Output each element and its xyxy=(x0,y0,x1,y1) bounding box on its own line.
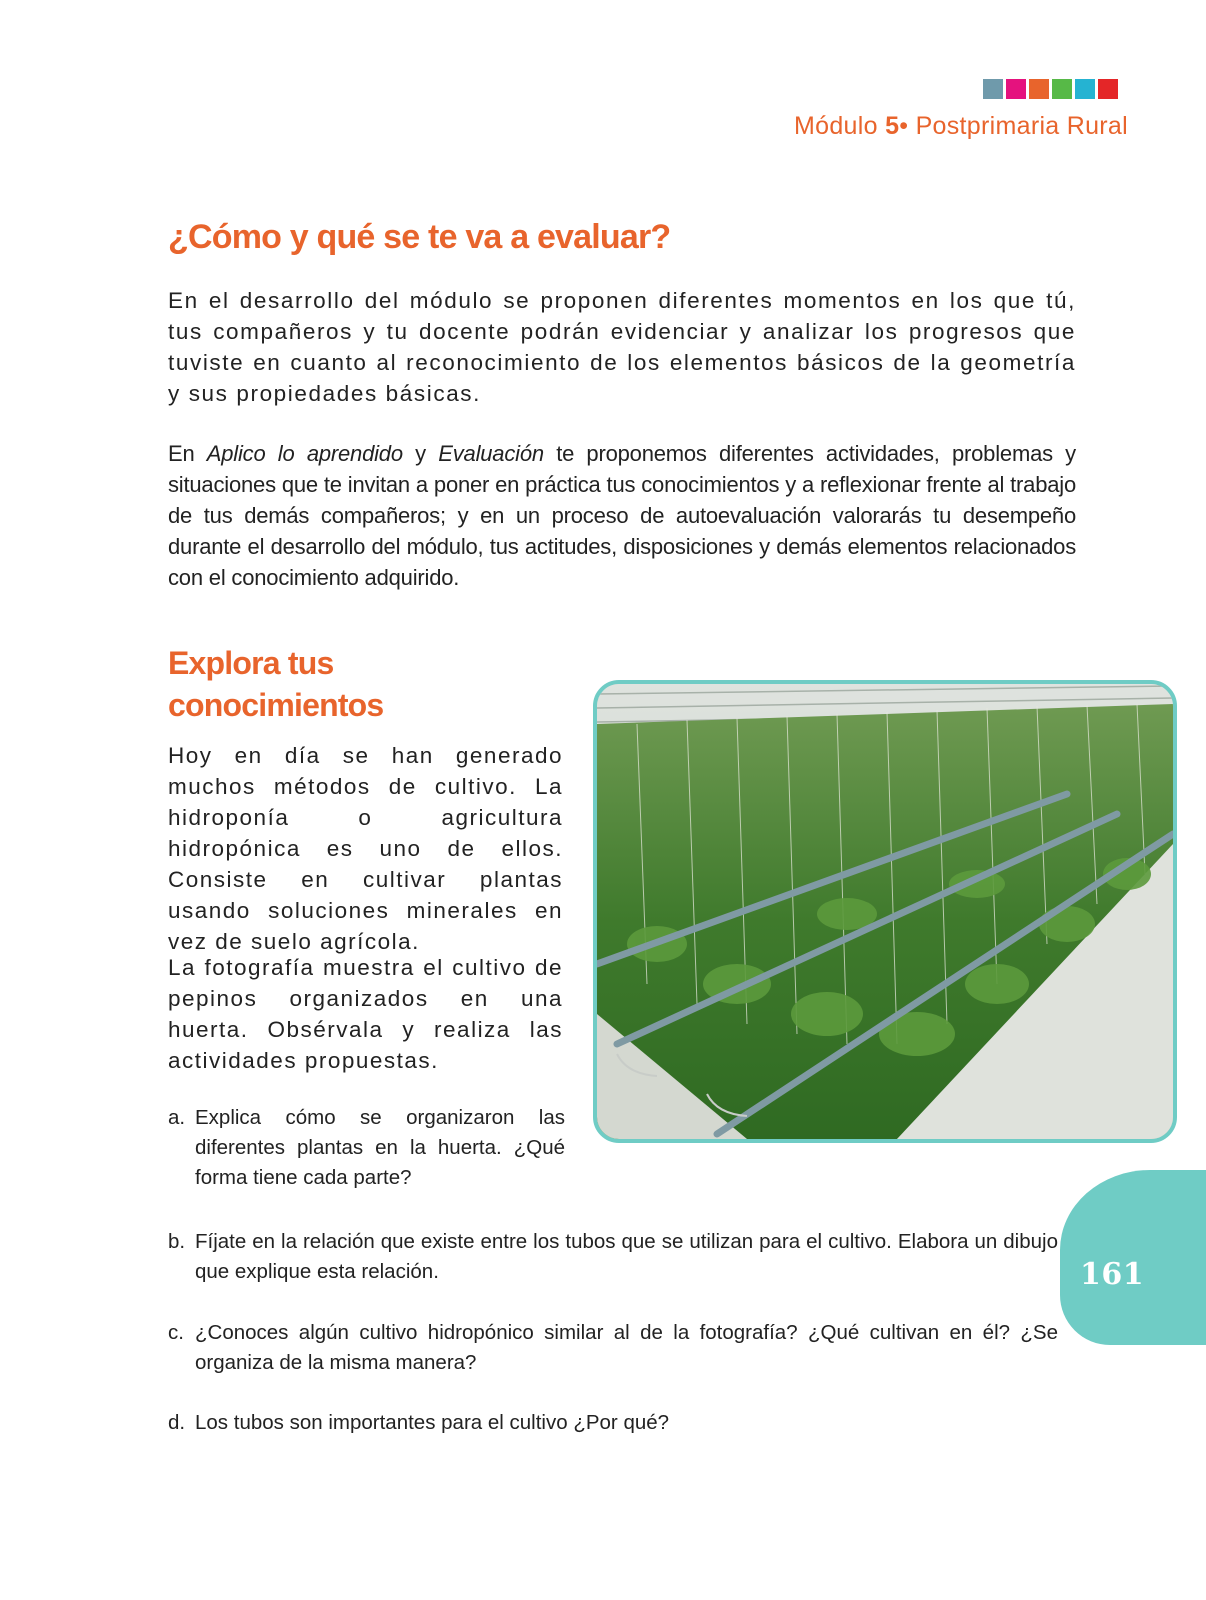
module-color-bar xyxy=(983,79,1118,99)
activity-letter: d. xyxy=(168,1411,186,1434)
activity-text: Los tubos son importantes para el cultivo ¿Por qué? xyxy=(195,1411,670,1434)
evaluation-paragraph-1: En el desarrollo del módulo se proponen diferentes momentos en los que tú, tus compañeros y tu docente podrán evidenciar y analizar los progresos que tuviste en cuanto al reconocimiento de los elementos básicos de la geometría y sus propiedades básicas. xyxy=(168,288,1076,406)
explore-paragraph-1: Hoy en día se han generado muchos métodos de cultivo. La hidroponía o agricultura hidropónica es uno de ellos. Consiste en cultivar plantas usando soluciones minerales en vez de suelo agrícola. xyxy=(168,743,563,954)
module-suffix: • Postprimaria Rural xyxy=(899,112,1128,140)
activity-b xyxy=(168,1227,1058,1287)
explore-heading-line2: conocimientos xyxy=(168,687,384,723)
color-square-red xyxy=(1098,79,1118,99)
para2-mid: y xyxy=(402,441,439,466)
module-prefix: Módulo xyxy=(794,112,886,140)
module-number: 5 xyxy=(885,112,900,140)
activity-d xyxy=(168,1408,1058,1438)
activity-letter: b. xyxy=(168,1230,186,1253)
activity-c xyxy=(168,1318,1058,1378)
explore-heading xyxy=(168,642,468,726)
activity-text: Explica cómo se organizaron las diferentes plantas en la huerta. ¿Qué forma tiene cada parte? xyxy=(195,1106,565,1189)
color-square-slate xyxy=(983,79,1003,99)
greenhouse-illustration xyxy=(597,684,1173,1139)
page-number: 161 xyxy=(1080,1257,1145,1292)
activity-letter: a. xyxy=(168,1106,186,1129)
activity-text: Fíjate en la relación que existe entre los tubos que se utilizan para el cultivo. Elabora un dibujo que explique esta relación. xyxy=(195,1230,1058,1283)
explore-paragraph-2: La fotografía muestra el cultivo de pepinos organizados en una huerta. Obsérvala y realiza las actividades propuestas. xyxy=(168,955,563,1073)
color-square-orange xyxy=(1029,79,1049,99)
hydroponic-greenhouse-photo xyxy=(593,680,1177,1143)
evaluation-paragraph-2 xyxy=(168,438,1076,593)
aplico-lo-aprendido-emphasis: Aplico lo aprendido xyxy=(206,441,403,466)
activity-text: ¿Conoces algún cultivo hidropónico similar al de la fotografía? ¿Qué cultivan en él? ¿Se organiza de la misma manera? xyxy=(195,1321,1058,1374)
explore-heading-line1: Explora tus xyxy=(168,645,334,681)
module-header xyxy=(794,112,1128,141)
para2-start: En xyxy=(168,441,207,466)
activity-letter: c. xyxy=(168,1321,184,1344)
color-square-cyan xyxy=(1075,79,1095,99)
color-square-magenta xyxy=(1006,79,1026,99)
activity-a xyxy=(168,1103,565,1193)
color-square-green xyxy=(1052,79,1072,99)
evaluacion-emphasis: Evaluación xyxy=(438,441,544,466)
para2-end: te proponemos diferentes actividades, problemas y situaciones que te invitan a poner en práctica tus conocimientos y a reflexionar frente al trabajo de tus demás compañeros; y en un proceso de autoevaluación valorarás tu desempeño durante el desarrollo del módulo, tus actitudes, disposiciones y demás elementos relacionados con el conocimiento adquirido. xyxy=(168,441,1076,590)
evaluation-heading: ¿Cómo y qué se te va a evaluar? xyxy=(168,218,671,256)
